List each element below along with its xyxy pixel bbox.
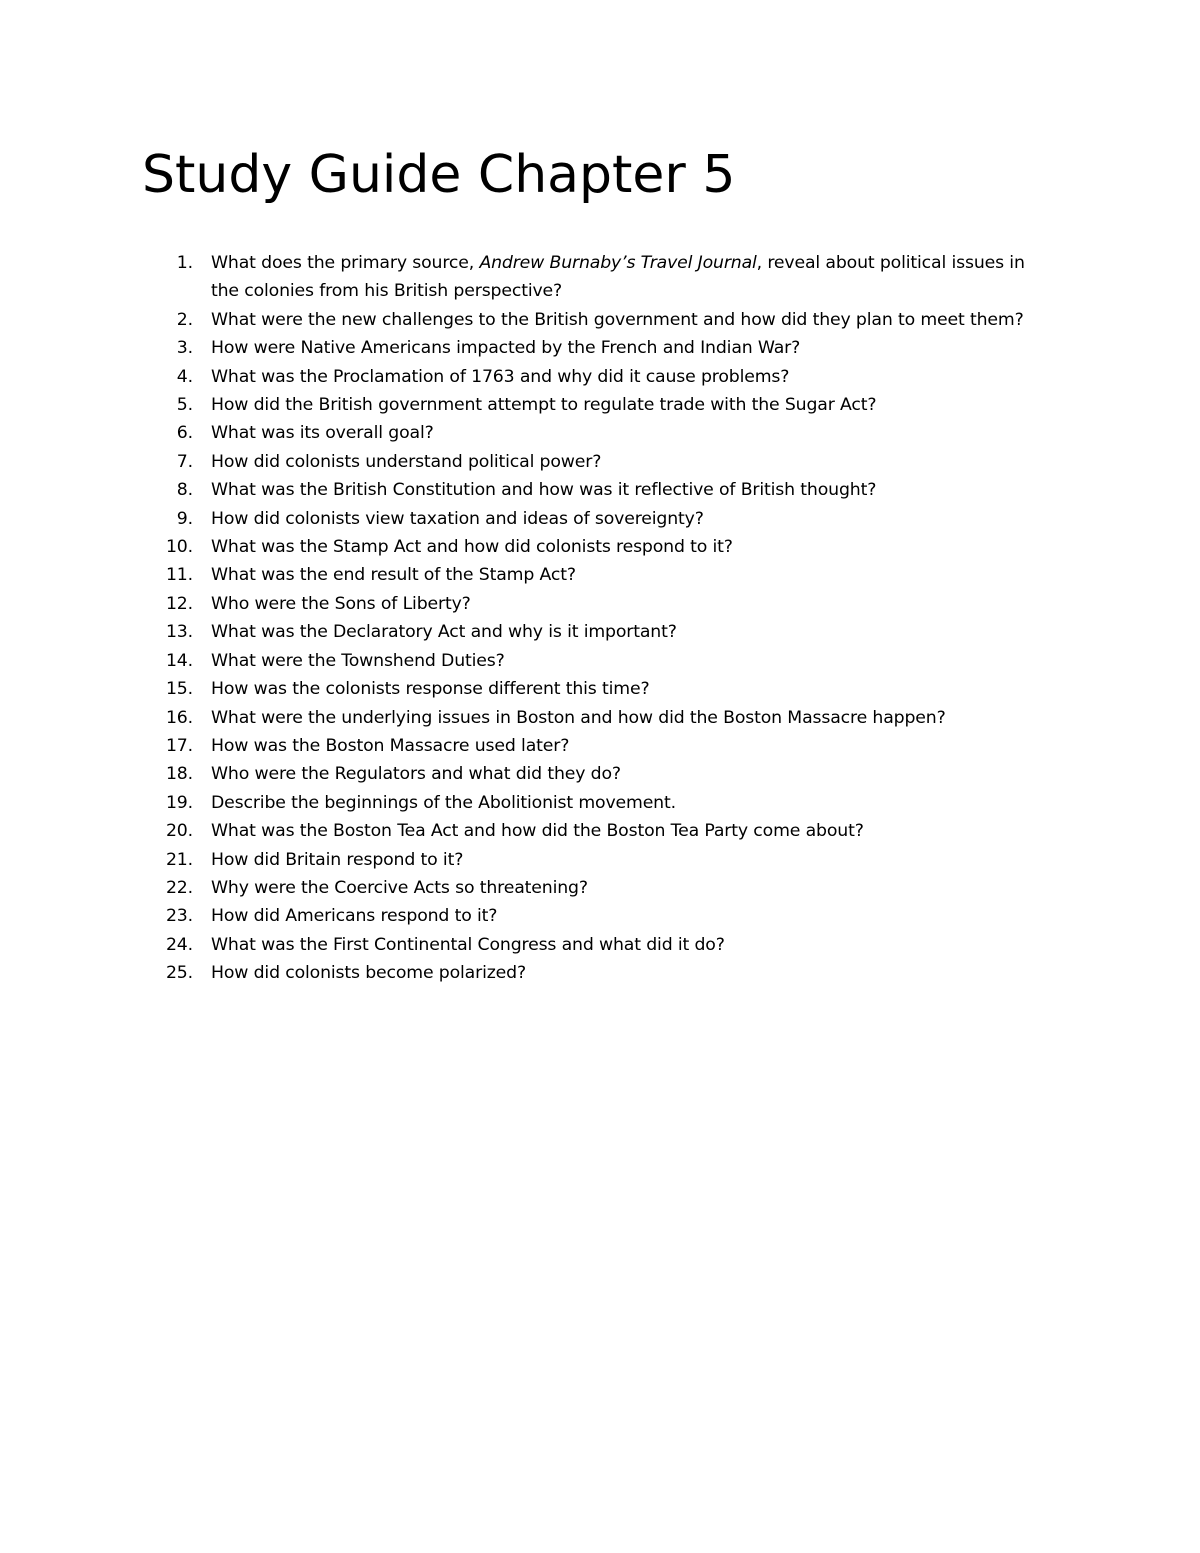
- question-text: What was its overall goal?: [211, 423, 434, 444]
- question-text: How did Britain respond to it?: [211, 849, 464, 870]
- question-item: [0, 760, 1200, 788]
- question-item: [0, 874, 1200, 902]
- question-text: How did colonists understand political power?: [211, 451, 602, 472]
- question-item: [0, 902, 1200, 930]
- question-item: [0, 533, 1200, 561]
- question-item: [0, 618, 1200, 646]
- question-text: What was the British Constitution and how was it reflective of British thought?: [211, 480, 877, 501]
- question-number: 24.: [165, 934, 193, 955]
- question-text: What were the underlying issues in Boston and how did the Boston Massacre happen?: [211, 707, 946, 728]
- question-number: 10.: [165, 537, 193, 558]
- question-text: How was the colonists response different this time?: [211, 679, 650, 700]
- question-number: 5.: [176, 395, 193, 416]
- question-item: [0, 334, 1200, 362]
- question-item: [0, 249, 1200, 306]
- question-number: 25.: [165, 963, 193, 984]
- question-text: How was the Boston Massacre used later?: [211, 735, 570, 756]
- question-number: 7.: [176, 451, 193, 472]
- document-title: Study Guide Chapter 5: [142, 145, 736, 205]
- question-text: Who were the Sons of Liberty?: [211, 593, 471, 614]
- question-item: [0, 647, 1200, 675]
- question-text: How did the British government attempt to regulate trade with the Sugar Act?: [211, 395, 877, 416]
- question-number: 23.: [165, 906, 193, 927]
- question-text-segment: What does the primary source,: [211, 253, 480, 273]
- question-text: What was the Declaratory Act and why is it important?: [211, 622, 677, 643]
- question-item: [0, 704, 1200, 732]
- question-number: 17.: [165, 735, 193, 756]
- question-item: [0, 789, 1200, 817]
- question-text: How were Native Americans impacted by the French and Indian War?: [211, 338, 801, 359]
- question-number: 15.: [165, 679, 193, 700]
- question-text: What was the end result of the Stamp Act?: [211, 565, 576, 586]
- question-item: [0, 419, 1200, 447]
- question-item: [0, 448, 1200, 476]
- question-text: What was the Proclamation of 1763 and why did it cause problems?: [211, 366, 790, 387]
- question-item: [0, 476, 1200, 504]
- question-item: [0, 817, 1200, 845]
- question-text: Why were the Coercive Acts so threatening?: [211, 877, 588, 898]
- question-number: 20.: [165, 821, 193, 842]
- question-number: 4.: [176, 366, 193, 387]
- question-text: How did colonists become polarized?: [211, 963, 526, 984]
- question-number: 1.: [176, 253, 193, 273]
- question-text-line: the colonies from his British perspective?: [211, 281, 563, 302]
- question-number: 18.: [165, 764, 193, 785]
- question-number: 21.: [165, 849, 193, 870]
- question-number: 14.: [165, 650, 193, 671]
- question-item: [0, 846, 1200, 874]
- question-list: [0, 249, 1200, 988]
- question-item: [0, 732, 1200, 760]
- question-item: [0, 675, 1200, 703]
- question-item: [0, 931, 1200, 959]
- question-text: What was the First Continental Congress and what did it do?: [211, 934, 725, 955]
- question-text: What were the new challenges to the British government and how did they plan to meet them?: [211, 309, 1024, 330]
- question-number: 13.: [165, 622, 193, 643]
- question-number: 9.: [176, 508, 193, 529]
- question-text: Describe the beginnings of the Abolitionist movement.: [211, 792, 676, 813]
- question-number: 2.: [176, 309, 193, 330]
- question-item: [0, 959, 1200, 987]
- question-number: 22.: [165, 877, 193, 898]
- question-number: 6.: [176, 423, 193, 444]
- question-text: How did colonists view taxation and ideas of sovereignty?: [211, 508, 704, 529]
- source-title: Andrew Burnaby’s Travel Journal: [479, 253, 757, 273]
- question-number: 11.: [165, 565, 193, 586]
- question-number: 8.: [176, 480, 193, 501]
- question-item: [0, 590, 1200, 618]
- question-item: [0, 561, 1200, 589]
- question-number: 19.: [165, 792, 193, 813]
- question-text: Who were the Regulators and what did they do?: [211, 764, 621, 785]
- question-number: 3.: [176, 338, 193, 359]
- question-text: What was the Boston Tea Act and how did the Boston Tea Party come about?: [211, 821, 864, 842]
- question-number: 12.: [165, 593, 193, 614]
- question-text-segment: , reveal about political issues in: [756, 253, 1025, 273]
- question-item: [0, 306, 1200, 334]
- question-text: How did Americans respond to it?: [211, 906, 498, 927]
- question-item: [0, 505, 1200, 533]
- question-text: [211, 249, 1200, 306]
- question-text: What were the Townshend Duties?: [211, 650, 505, 671]
- question-item: [0, 391, 1200, 419]
- question-item: [0, 363, 1200, 391]
- question-number: 16.: [165, 707, 193, 728]
- question-text: What was the Stamp Act and how did colonists respond to it?: [211, 537, 733, 558]
- question-text-line: [211, 249, 1200, 277]
